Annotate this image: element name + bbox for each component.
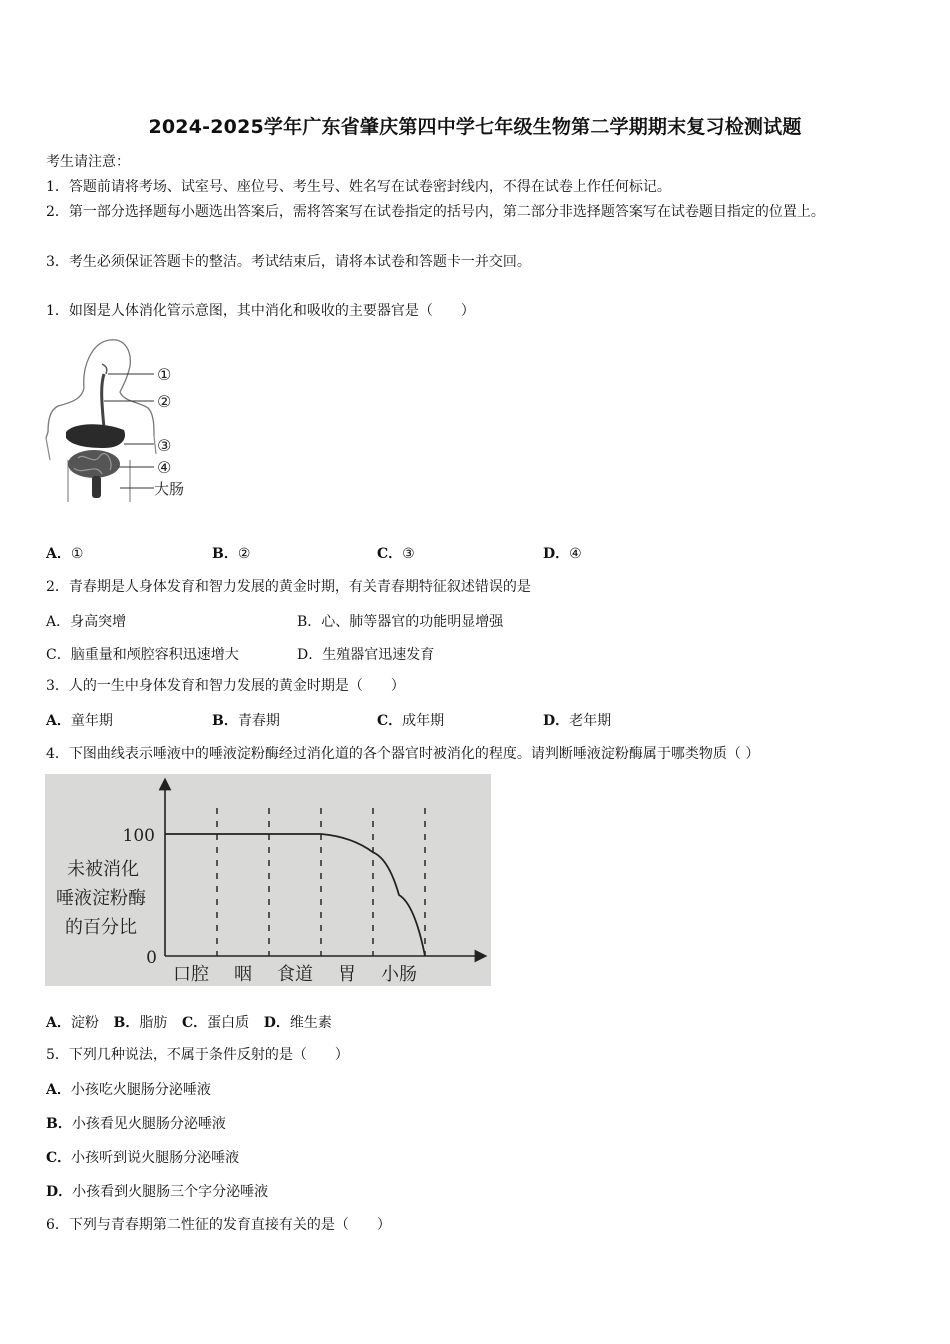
ylabel-line-1: 未被消化 (67, 859, 139, 880)
notice-item-2: 2．第一部分选择题每小题选出答案后，需将答案写在试卷指定的括号内，第二部分非选择题答案写在试卷题目指定的位置上。 (46, 204, 825, 220)
xtick-label: 咽 (234, 964, 252, 985)
label-large-intestine: 大肠 (154, 480, 185, 498)
q4-options: A．淀粉 B．脂肪 C．蛋白质 D．维生素 (46, 1015, 332, 1031)
q3-option-a: A．童年期 (46, 713, 113, 729)
q1-option-a: A．① (46, 546, 84, 562)
page-title: 2024-2025学年广东省肇庆第四中学七年级生物第二学期期末复习检测试题 (148, 116, 802, 138)
q2-option-c: C．脑重量和颅腔容积迅速增大 (46, 647, 239, 663)
xtick-label: 小肠 (381, 964, 417, 985)
notice-item-3: 3．考生必须保证答题卡的整洁。考试结束后，请将本试卷和答题卡一并交回。 (46, 254, 531, 270)
series-line (165, 834, 425, 956)
xtick-label: 食道 (277, 964, 313, 985)
q5-option-c: C．小孩听到说火腿肠分泌唾液 (46, 1150, 240, 1166)
q2-option-d: D．生殖器官迅速发育 (297, 647, 435, 663)
xtick-label: 胃 (338, 964, 356, 985)
ytick-0: 0 (146, 948, 157, 968)
xtick-label: 口腔 (173, 964, 209, 985)
q5-option-a: A．小孩吃火腿肠分泌唾液 (46, 1082, 211, 1098)
q3-option-c: C．成年期 (377, 713, 445, 729)
chart-svg (45, 774, 491, 986)
digestive-tract-figure (44, 336, 204, 506)
label-1: ① (157, 365, 172, 384)
q5-option-b: B．小孩看见火腿肠分泌唾液 (46, 1116, 226, 1132)
q4-stem: 4．下图曲线表示唾液中的唾液淀粉酶经过消化道的各个器官时被消化的程度。请判断唾液淀粉酶属于哪类物质（ ） (46, 746, 760, 762)
notice-heading: 考生请注意： (46, 154, 130, 170)
ylabel-line-3: 的百分比 (65, 917, 137, 938)
q2-stem: 2．青春期是人身体发育和智力发展的黄金时期，有关青春期特征叙述错误的是 (46, 579, 531, 595)
ytick-100: 100 (122, 826, 155, 846)
q1-option-d: D．④ (543, 546, 582, 562)
q1-option-b: B．② (212, 546, 251, 562)
notice-item-1: 1．答题前请将考场、试室号、座位号、考生号、姓名写在试卷密封线内，不得在试卷上作任何标记。 (46, 179, 671, 195)
q1-stem: 1．如图是人体消化管示意图，其中消化和吸收的主要器官是（ ） (46, 303, 475, 319)
label-4: ④ (157, 458, 172, 477)
label-3: ③ (157, 436, 172, 455)
q3-option-d: D．老年期 (543, 713, 612, 729)
q2-option-a: A．身高突增 (46, 614, 127, 630)
q5-stem: 5．下列几种说法，不属于条件反射的是（ ） (46, 1047, 349, 1063)
q1-option-c: C．③ (377, 546, 415, 562)
label-2: ② (157, 392, 172, 411)
q5-option-d: D．小孩看到火腿肠三个字分泌唾液 (46, 1184, 269, 1200)
q3-stem: 3．人的一生中身体发育和智力发展的黄金时期是（ ） (46, 678, 405, 694)
q3-option-b: B．青春期 (212, 713, 280, 729)
q2-option-b: B．心、肺等器官的功能明显增强 (297, 614, 504, 630)
enzyme-digestion-chart (45, 774, 491, 986)
ylabel-line-2: 唾液淀粉酶 (56, 888, 146, 909)
q6-stem: 6．下列与青春期第二性征的发育直接有关的是（ ） (46, 1217, 391, 1233)
